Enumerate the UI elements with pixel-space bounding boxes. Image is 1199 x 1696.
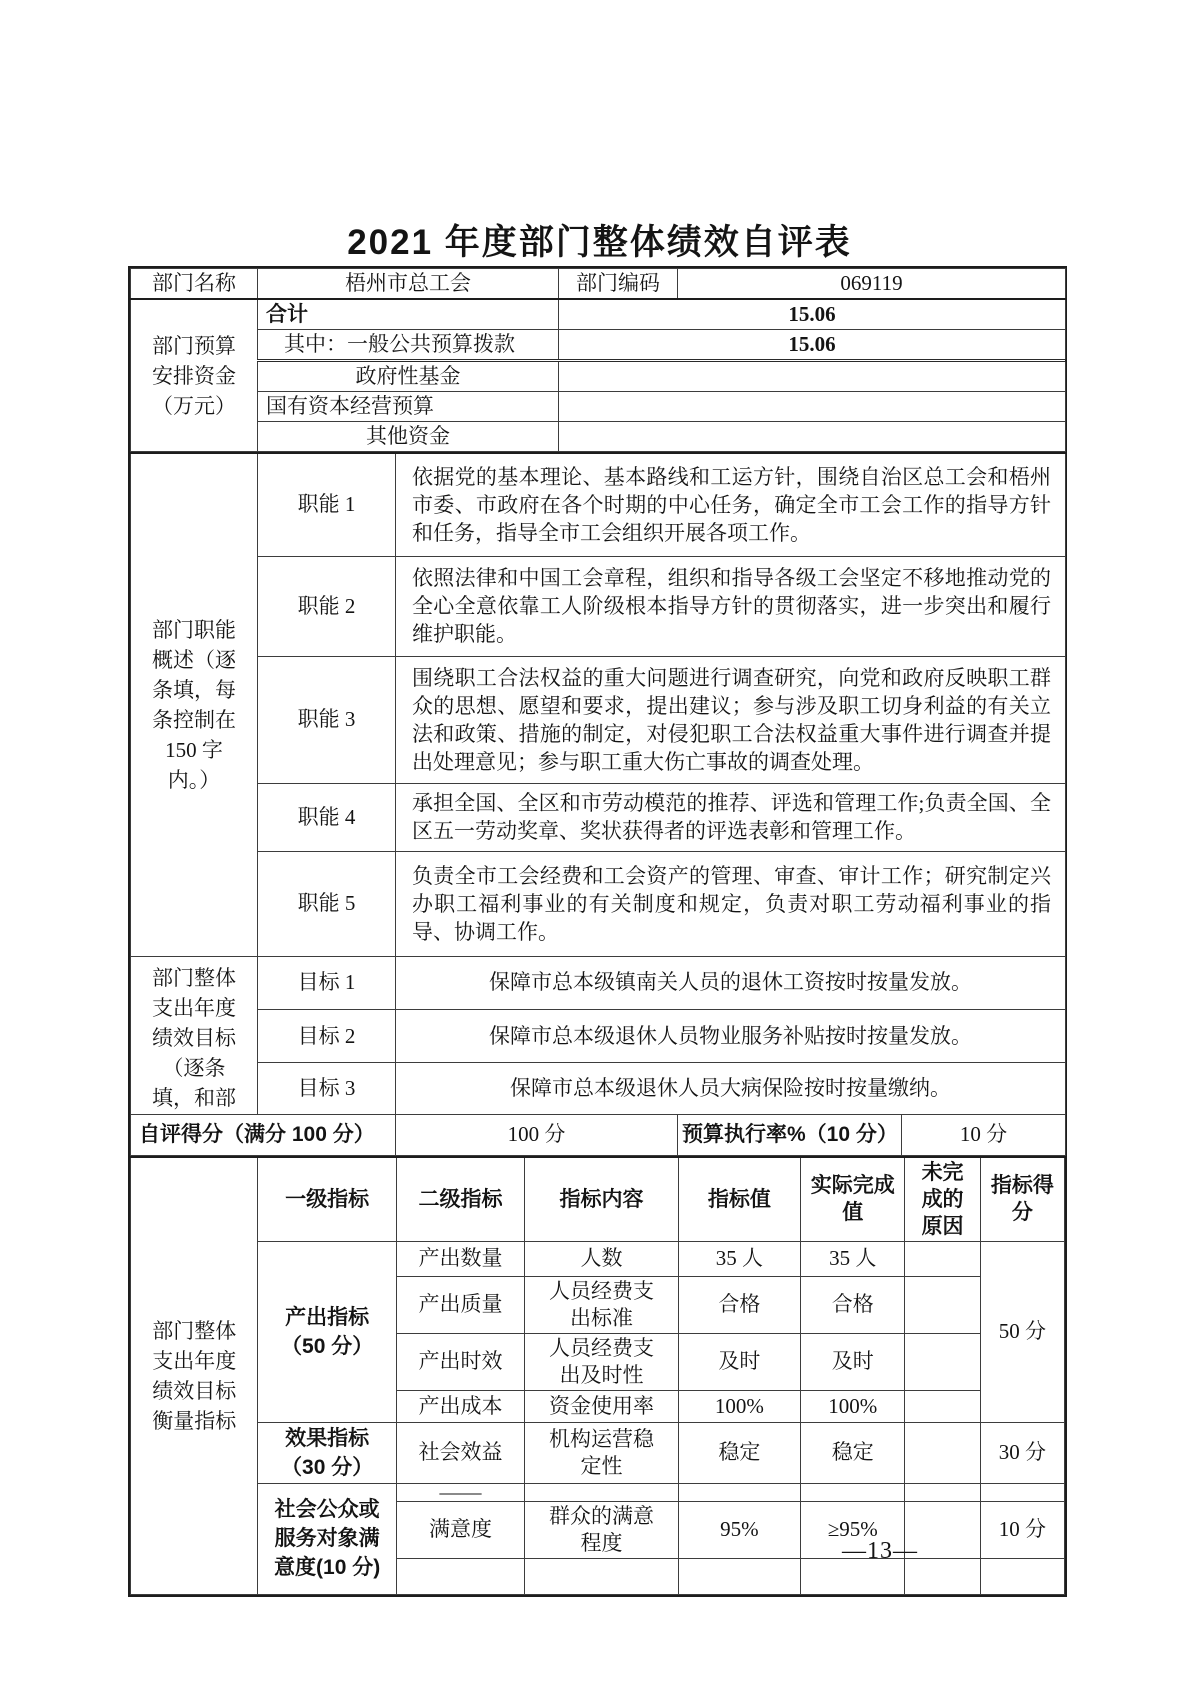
dept-name-label-cell: 部门名称 [131, 269, 258, 300]
budget-other-label-cell: 其他资金 [258, 422, 559, 452]
header-actual-value: 实际完成值 [801, 1157, 905, 1242]
budget-general-label-cell: 其中：一般公共预算拨款 [258, 330, 559, 361]
row-quantity-content: 人数 [525, 1241, 678, 1276]
row-timeliness-target: 及时 [678, 1333, 800, 1390]
indicator-table [130, 1156, 1065, 1595]
row-satisfaction-content-text: 群众的满意程度 [548, 1503, 654, 1555]
row-timeliness-actual: 及时 [801, 1333, 905, 1390]
exec-rate-label-cell: 预算执行率%（10 分） [678, 1114, 902, 1155]
row-empty-score [980, 1558, 1064, 1594]
info-and-budget-table [130, 268, 1066, 452]
goal-2-text-cell: 保障市总本级退休人员物业服务补贴按时按量发放。 [396, 1009, 1066, 1062]
row-cost-target: 100% [678, 1390, 800, 1422]
row-dash-target [678, 1483, 800, 1501]
functions-section-label: 部门职能概述（逐条填，每条控制在 150 字内。） [152, 617, 236, 792]
row-quality-content-text: 人员经费支出标准 [548, 1278, 654, 1330]
row-dash-actual [801, 1483, 905, 1501]
row-timeliness-content [525, 1333, 678, 1390]
row-social-content [525, 1422, 678, 1483]
row-cost-secondary: 产出成本 [396, 1390, 524, 1422]
function-2-text-cell: 依照法律和中国工会章程，组织和指导各级工会坚定不移地推动党的全心全意依靠工人阶级根本指导方针的贯彻落实，进一步突出和履行维护职能。 [396, 556, 1066, 656]
function-5-label-cell: 职能 5 [258, 851, 396, 956]
row-satisfaction-actual: ≥95% [801, 1501, 905, 1558]
budget-statecapital-label-cell: 国有资本经营预算 [258, 392, 559, 422]
indicator-section-label: 部门整体支出年度绩效目标衡量指标 [152, 1318, 237, 1433]
function-2-label-cell: 职能 2 [258, 556, 396, 656]
row-satisfaction-target: 95% [678, 1501, 800, 1558]
budget-total-value-cell: 15.06 [559, 299, 1066, 330]
header-target-value: 指标值 [678, 1157, 800, 1242]
row-cost-actual: 100% [801, 1390, 905, 1422]
row-satisfaction-content [525, 1501, 678, 1558]
header-indicator-content: 指标内容 [525, 1157, 678, 1242]
function-5-text-cell: 负责全市工会经费和工会资产的管理、审查、审计工作；研究制定兴办职工福利事业的有关制度和规定，负责对职工劳动福利事业的指导、协调工作。 [396, 851, 1066, 956]
form-table [128, 266, 1067, 1597]
function-4-text-cell: 承担全国、全区和市劳动模范的推荐、评选和管理工作;负责全国、全区五一劳动奖章、奖状获得者的评选表彰和管理工作。 [396, 783, 1066, 851]
effect-group-score-cell [980, 1422, 1064, 1483]
header-unfinished-reason: 未完成的原因 [905, 1157, 980, 1242]
row-timeliness-content-text: 人员经费支出及时性 [548, 1335, 654, 1387]
budget-govfund-value-cell [559, 361, 1066, 392]
budget-statecapital-value-cell [559, 392, 1066, 422]
row-quality-content [525, 1276, 678, 1333]
row-social-reason [905, 1422, 980, 1483]
row-dash-secondary: —— [396, 1483, 524, 1501]
self-score-label-cell: 自评得分（满分 100 分） [131, 1114, 396, 1155]
output-group-label-cell [258, 1241, 396, 1422]
goal-3-label-cell: 目标 3 [258, 1063, 396, 1114]
header-secondary-indicator: 二级指标 [396, 1157, 524, 1242]
row-dash-reason [905, 1483, 980, 1501]
page-title: 2021 年度部门整体绩效自评表 [347, 223, 852, 262]
self-score-value-cell: 100 分 [396, 1114, 678, 1155]
functions-section-label-cell [131, 453, 258, 956]
page-number: —13— [842, 1538, 918, 1564]
row-satisfaction-secondary: 满意度 [396, 1501, 524, 1558]
budget-govfund-label-cell: 政府性基金 [258, 361, 559, 392]
goal-1-label-cell: 目标 1 [258, 956, 396, 1009]
function-3-text-cell: 围绕职工合法权益的重大问题进行调查研究，向党和政府反映职工群众的思想、愿望和要求，提出建议；参与涉及职工切身利益的有关立法和政策、措施的制定，对侵犯职工合法权益重大事件进行调查并提出处理意见；参与职工重大伤亡事故的调查处理。 [396, 656, 1066, 783]
function-1-label-cell: 职能 1 [258, 453, 396, 556]
exec-rate-score-cell: 10 分 [902, 1114, 1066, 1155]
satisfaction-group-label: 社会公众或服务对象满意度(10 分) [274, 1498, 381, 1579]
row-timeliness-reason [905, 1333, 980, 1390]
row-empty-secondary [396, 1558, 524, 1594]
row-quality-actual: 合格 [801, 1276, 905, 1333]
row-quality-reason [905, 1276, 980, 1333]
function-3-label-cell: 职能 3 [258, 656, 396, 783]
row-cost-content: 资金使用率 [525, 1390, 678, 1422]
function-1-text-cell: 依据党的基本理论、基本路线和工运方针，围绕自治区总工会和梧州市委、市政府在各个时期的中心任务，确定全市工会工作的指导方针和任务，指导全市工会组织开展各项工作。 [396, 453, 1066, 556]
dept-name-value-cell: 梧州市总工会 [258, 269, 559, 300]
goal-2-label-cell: 目标 2 [258, 1009, 396, 1062]
effect-group-label-cell [258, 1422, 396, 1483]
goals-section-label-cell [131, 956, 258, 1114]
budget-section-label-cell [131, 299, 258, 452]
row-dash-content [525, 1483, 678, 1501]
satisfaction-group-score-cell: 10 分 [980, 1501, 1064, 1558]
row-dash-score [980, 1483, 1064, 1501]
budget-total-label-cell: 合计 [258, 299, 559, 330]
row-quantity-target: 35 人 [678, 1241, 800, 1276]
effect-group-label: 效果指标（30 分） [281, 1426, 374, 1479]
indicator-section-label-cell [131, 1157, 258, 1595]
function-4-label-cell: 职能 4 [258, 783, 396, 851]
budget-other-value-cell [559, 422, 1066, 452]
row-empty-content [525, 1558, 678, 1594]
budget-section-label: 部门预算安排资金（万元） [152, 333, 236, 418]
row-cost-reason [905, 1390, 980, 1422]
row-quantity-actual: 35 人 [801, 1241, 905, 1276]
dept-code-value-cell: 069119 [678, 269, 1066, 300]
row-social-content-text: 机构运营稳定性 [548, 1426, 654, 1478]
row-quality-target: 合格 [678, 1276, 800, 1333]
row-social-actual: 稳定 [801, 1422, 905, 1483]
goal-3-text-cell: 保障市总本级退休人员大病保险按时按量缴纳。 [396, 1063, 1066, 1114]
effect-group-score: 30 分 [998, 1440, 1046, 1464]
row-empty-target [678, 1558, 800, 1594]
output-group-score-cell: 50 分 [980, 1241, 1064, 1422]
dept-code-label-cell: 部门编码 [559, 269, 678, 300]
row-quantity-secondary: 产出数量 [396, 1241, 524, 1276]
header-primary-indicator: 一级指标 [258, 1157, 396, 1242]
row-timeliness-secondary: 产出时效 [396, 1333, 524, 1390]
row-social-secondary: 社会效益 [396, 1422, 524, 1483]
header-indicator-score: 指标得分 [980, 1157, 1064, 1242]
row-social-target: 稳定 [678, 1422, 800, 1483]
goal-1-text-cell: 保障市总本级镇南关人员的退休工资按时按量发放。 [396, 956, 1066, 1009]
functions-goals-table [130, 452, 1066, 1156]
row-quality-secondary: 产出质量 [396, 1276, 524, 1333]
goals-section-label: 部门整体支出年度绩效目标（逐条填，和部 [152, 965, 236, 1110]
row-quantity-reason [905, 1241, 980, 1276]
satisfaction-group-label-cell [258, 1483, 396, 1594]
output-group-label: 产出指标（50 分） [281, 1305, 374, 1358]
budget-general-value-cell: 15.06 [559, 330, 1066, 361]
